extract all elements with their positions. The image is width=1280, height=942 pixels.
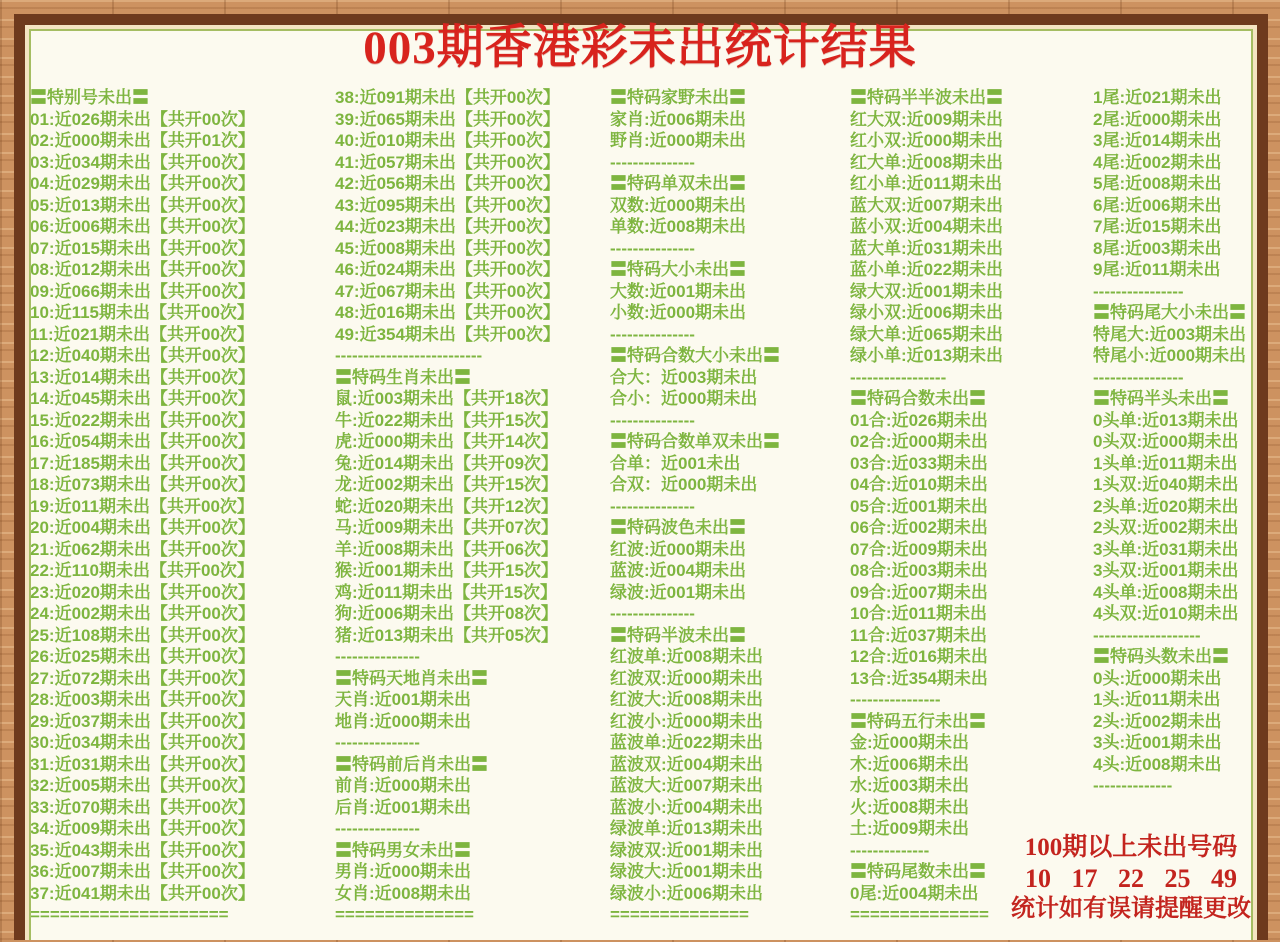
stat-line: --------------	[1093, 776, 1173, 795]
stat-line: 10:近115期未出【共开00次】	[30, 303, 254, 322]
stat-line: 31:近031期未出【共开00次】	[30, 754, 255, 774]
stat-line: 04:近029期未出【共开00次】	[30, 174, 255, 193]
stat-line: 蓝波:近004期未出	[610, 561, 747, 580]
stat-line: 3头单:近031期未出	[1093, 539, 1239, 559]
stat-line: 合大：近003期未出	[610, 367, 758, 387]
stat-line: 04合:近010期未出	[850, 475, 988, 494]
stat-line: 〓特码半波未出〓	[610, 625, 746, 645]
stat-line: 天肖:近001期未出	[335, 690, 472, 709]
stat-column-attributes-waves	[610, 87, 780, 926]
stat-line: 绿波双:近001期未出	[610, 840, 764, 860]
stat-line: ====================	[30, 905, 229, 924]
stat-line: 绿波大:近001期未出	[610, 862, 764, 881]
stat-line: 土:近009期未出	[850, 819, 970, 838]
stat-line: 20:近004期未出【共开00次】	[30, 518, 255, 537]
stat-line: 1头双:近040期未出	[1093, 475, 1239, 494]
stat-line: 4头单:近008期未出	[1093, 582, 1239, 602]
stat-line: 49:近354期未出【共开00次】	[335, 324, 560, 344]
stat-line: 绿大单:近065期未出	[850, 324, 1004, 344]
stat-line: 43:近095期未出【共开00次】	[335, 195, 560, 215]
stat-line: 8尾:近003期未出	[1093, 238, 1222, 258]
stat-line: ----------------	[1093, 367, 1184, 387]
stat-line: 〓特码大小未出〓	[610, 260, 746, 279]
stat-line: 09合:近007期未出	[850, 582, 988, 602]
stat-line: 03合:近033期未出	[850, 453, 988, 473]
stat-line: 大数:近001期未出	[610, 281, 747, 301]
stat-line: 红波小:近000期未出	[610, 711, 764, 731]
stat-line: 11:近021期未出【共开00次】	[30, 324, 254, 344]
stat-line: 〓特码生肖未出〓	[335, 367, 471, 387]
stat-line: 46:近024期未出【共开00次】	[335, 260, 560, 279]
stat-line: 龙:近002期未出【共开15次】	[335, 475, 558, 494]
stat-line: 2头单:近020期未出	[1093, 496, 1239, 516]
stat-line: 〓特码合数未出〓	[850, 389, 986, 408]
stat-line: 〓特码五行未出〓	[850, 711, 986, 731]
stat-line: 蓝大双:近007期未出	[850, 195, 1004, 215]
stat-line: 12:近040期未出【共开00次】	[30, 346, 255, 365]
stat-line: ---------------	[610, 604, 695, 623]
stat-line: 合双：近000期未出	[610, 475, 758, 494]
stat-line: 合小：近000期未出	[610, 389, 758, 408]
stat-line: 蓝波双:近004期未出	[610, 754, 764, 774]
stat-line: 37:近041期未出【共开00次】	[30, 883, 255, 903]
stat-line: ---------------	[610, 410, 695, 430]
stat-line: 蓝小单:近022期未出	[850, 260, 1004, 279]
stat-line: 5尾:近008期未出	[1093, 174, 1222, 193]
stat-line: 绿小双:近006期未出	[850, 303, 1004, 322]
stat-line: 〓特码合数单双未出〓	[610, 432, 780, 451]
stat-line: 32:近005期未出【共开00次】	[30, 776, 255, 795]
stat-line: 36:近007期未出【共开00次】	[30, 862, 255, 881]
stat-line: 17:近185期未出【共开00次】	[30, 453, 255, 473]
stat-line: 06:近006期未出【共开00次】	[30, 217, 255, 236]
stat-line: 6尾:近006期未出	[1093, 195, 1222, 215]
stat-column-tails-heads	[1093, 87, 1246, 797]
stat-line: 10合:近011期未出	[850, 604, 987, 623]
stat-line: 06合:近002期未出	[850, 518, 988, 537]
stat-line: 25:近108期未出【共开00次】	[30, 625, 255, 645]
stat-line: 39:近065期未出【共开00次】	[335, 109, 560, 129]
stat-line: 红波:近000期未出	[610, 539, 747, 559]
stat-line: 女肖:近008期未出	[335, 883, 472, 903]
stat-line: 〓特码波色未出〓	[610, 518, 746, 537]
stat-column-halfwaves-sums	[850, 87, 1003, 926]
stat-line: 红大单:近008期未出	[850, 152, 1004, 172]
stat-line: 牛:近022期未出【共开15次】	[335, 410, 558, 430]
stat-line: 双数:近000期未出	[610, 195, 747, 215]
stat-line: 水:近003期未出	[850, 776, 970, 795]
stat-line: ---------------	[335, 647, 420, 666]
stat-line: 05:近013期未出【共开00次】	[30, 195, 255, 215]
stat-line: 〓特码半头未出〓	[1093, 389, 1229, 408]
page-title: 003期香港彩未出统计结果	[363, 22, 917, 74]
stat-line: 44:近023期未出【共开00次】	[335, 217, 560, 236]
stat-line: 16:近054期未出【共开00次】	[30, 432, 255, 451]
stat-line: ==============	[850, 905, 989, 924]
stat-line: 0尾:近004期未出	[850, 883, 979, 903]
stat-line: 特尾大:近003期未出	[1093, 324, 1247, 344]
stat-line: 绿大双:近001期未出	[850, 281, 1004, 301]
stat-line: ---------------	[335, 733, 420, 752]
stat-line: 红小双:近000期未出	[850, 131, 1004, 150]
stat-line: 蓝波小:近004期未出	[610, 797, 764, 817]
stat-line: 红小单:近011期未出	[850, 174, 1003, 193]
stat-line: 07:近015期未出【共开00次】	[30, 238, 255, 258]
stat-line: 9尾:近011期未出	[1093, 260, 1221, 279]
stat-line: 27:近072期未出【共开00次】	[30, 668, 255, 688]
stat-line: ---------------	[610, 152, 695, 172]
stat-line: 02合:近000期未出	[850, 432, 988, 451]
stat-line: 40:近010期未出【共开00次】	[335, 131, 560, 150]
stat-line: 〓特码男女未出〓	[335, 840, 471, 860]
stat-line: 〓特别号未出〓	[30, 88, 149, 107]
stat-line: 13合:近354期未出	[850, 668, 988, 688]
stat-line: 马:近009期未出【共开07次】	[335, 518, 558, 537]
stat-line: 29:近037期未出【共开00次】	[30, 711, 255, 731]
stat-line: 18:近073期未出【共开00次】	[30, 475, 255, 494]
stat-line: 15:近022期未出【共开00次】	[30, 410, 255, 430]
stat-line: 绿波小:近006期未出	[610, 883, 764, 903]
stat-line: 红波双:近000期未出	[610, 668, 764, 688]
stat-line: 猪:近013期未出【共开05次】	[335, 625, 558, 645]
stat-line: 猴:近001期未出【共开15次】	[335, 561, 558, 580]
stat-line: 42:近056期未出【共开00次】	[335, 174, 560, 193]
notice-line-over100: 100期以上未出号码	[1024, 834, 1238, 861]
stat-line: 23:近020期未出【共开00次】	[30, 582, 255, 602]
stat-line: 虎:近000期未出【共开14次】	[335, 432, 558, 451]
stat-line: 4头:近008期未出	[1093, 754, 1222, 774]
stat-line: 红大双:近009期未出	[850, 109, 1004, 129]
stat-line: 47:近067期未出【共开00次】	[335, 281, 560, 301]
stat-line: 绿波单:近013期未出	[610, 819, 764, 838]
stat-line: ---------------	[610, 324, 695, 344]
stat-line: 11合:近037期未出	[850, 625, 987, 645]
stat-line: 兔:近014期未出【共开09次】	[335, 453, 558, 473]
stat-line: 2头双:近002期未出	[1093, 518, 1239, 537]
stat-line: 1尾:近021期未出	[1093, 88, 1222, 107]
stat-line: 前肖:近000期未出	[335, 776, 472, 795]
stat-line: 48:近016期未出【共开00次】	[335, 303, 560, 322]
stat-line: 05合:近001期未出	[850, 496, 988, 516]
stat-line: 蛇:近020期未出【共开12次】	[335, 496, 558, 516]
stat-line: 2尾:近000期未出	[1093, 109, 1222, 129]
stat-line: 〓特码尾大小未出〓	[1093, 303, 1246, 322]
stat-line: 家肖:近006期未出	[610, 109, 747, 129]
stat-line: 〓特码单双未出〓	[610, 174, 746, 193]
stat-line: 〓特码合数大小未出〓	[610, 346, 780, 365]
stat-line: -----------------	[850, 367, 947, 387]
notice-line-correction: 统计如有误请提醒更改	[1011, 896, 1251, 922]
stat-line: --------------------------	[335, 346, 483, 365]
stat-line: -------------------	[1093, 625, 1201, 645]
stat-line: 7尾:近015期未出	[1093, 217, 1222, 236]
stat-line: 21:近062期未出【共开00次】	[30, 539, 255, 559]
stat-line: 羊:近008期未出【共开06次】	[335, 539, 558, 559]
stat-line: 蓝波单:近022期未出	[610, 733, 764, 752]
stat-line: 红波单:近008期未出	[610, 647, 764, 666]
stat-line: 14:近045期未出【共开00次】	[30, 389, 255, 408]
stat-line: 〓特码天地肖未出〓	[335, 668, 488, 688]
stat-line: 〓特码尾数未出〓	[850, 862, 986, 881]
stat-line: 野肖:近000期未出	[610, 131, 747, 150]
stat-line: 小数:近000期未出	[610, 303, 747, 322]
stat-line: 单数:近008期未出	[610, 217, 747, 236]
stat-line: 0头单:近013期未出	[1093, 410, 1239, 430]
stat-line: 4头双:近010期未出	[1093, 604, 1239, 623]
stat-line: 鸡:近011期未出【共开15次】	[335, 582, 557, 602]
stat-line: 01:近026期未出【共开00次】	[30, 109, 255, 129]
stat-line: 33:近070期未出【共开00次】	[30, 797, 255, 817]
stat-line: 〓特码家野未出〓	[610, 88, 746, 107]
footer-notice	[985, 832, 1277, 925]
stat-line: ---------------	[335, 819, 420, 838]
stat-line: 绿波:近001期未出	[610, 582, 747, 602]
stat-line: 狗:近006期未出【共开08次】	[335, 604, 558, 623]
stat-line: 0头:近000期未出	[1093, 668, 1222, 688]
stat-line: 12合:近016期未出	[850, 647, 988, 666]
stat-line: 蓝波大:近007期未出	[610, 776, 764, 795]
stat-line: 41:近057期未出【共开00次】	[335, 152, 560, 172]
stat-line: 蓝大单:近031期未出	[850, 238, 1004, 258]
stat-line: 13:近014期未出【共开00次】	[30, 367, 255, 387]
stat-line: --------------	[850, 840, 930, 860]
stat-line: 02:近000期未出【共开01次】	[30, 131, 255, 150]
stat-line: 〓特码头数未出〓	[1093, 647, 1229, 666]
stat-line: 08:近012期未出【共开00次】	[30, 260, 255, 279]
stat-line: 后肖:近001期未出	[335, 797, 472, 817]
stat-line: 红波大:近008期未出	[610, 690, 764, 709]
notice-line-numbers: 10 17 22 25 49	[1025, 864, 1237, 893]
stat-line: 鼠:近003期未出【共开18次】	[335, 389, 558, 408]
stat-line: ==============	[610, 905, 749, 924]
stat-line: 09:近066期未出【共开00次】	[30, 281, 255, 301]
stat-line: 特尾小:近000期未出	[1093, 346, 1247, 365]
stat-line: 3尾:近014期未出	[1093, 131, 1222, 150]
stat-line: 30:近034期未出【共开00次】	[30, 733, 255, 752]
stat-line: 3头双:近001期未出	[1093, 561, 1239, 580]
stat-line: 34:近009期未出【共开00次】	[30, 819, 255, 838]
stat-line: 1头单:近011期未出	[1093, 453, 1238, 473]
stat-line: 地肖:近000期未出	[335, 711, 472, 731]
stat-line: ---------------	[610, 238, 695, 258]
stat-line: 22:近110期未出【共开00次】	[30, 561, 254, 580]
stat-line: ----------------	[850, 690, 941, 709]
stat-line: 03:近034期未出【共开00次】	[30, 152, 255, 172]
stat-line: 26:近025期未出【共开00次】	[30, 647, 255, 666]
stat-line: 0头双:近000期未出	[1093, 432, 1239, 451]
stat-line: 男肖:近000期未出	[335, 862, 472, 881]
stat-line: 金:近000期未出	[850, 733, 970, 752]
stat-line: 45:近008期未出【共开00次】	[335, 238, 560, 258]
stat-column-numbers-zodiac	[335, 87, 560, 926]
stat-line: 绿小单:近013期未出	[850, 346, 1004, 365]
stat-line: 〓特码半半波未出〓	[850, 88, 1003, 107]
stat-line: 2头:近002期未出	[1093, 711, 1222, 731]
stat-line: 4尾:近002期未出	[1093, 152, 1222, 172]
stat-line: 35:近043期未出【共开00次】	[30, 840, 255, 860]
stat-line: 1头:近011期未出	[1093, 690, 1221, 709]
stat-line: ==============	[335, 905, 474, 924]
stat-column-special-numbers	[30, 87, 255, 926]
stat-line: 木:近006期未出	[850, 754, 970, 774]
stat-line: 24:近002期未出【共开00次】	[30, 604, 255, 623]
stat-line: 38:近091期未出【共开00次】	[335, 88, 560, 107]
stat-line: 合单：近001未出	[610, 453, 741, 473]
stat-line: ---------------	[610, 496, 695, 516]
stat-line: 28:近003期未出【共开00次】	[30, 690, 255, 709]
stat-line: 火:近008期未出	[850, 797, 970, 817]
stat-line: 〓特码前后肖未出〓	[335, 754, 488, 774]
stat-line: 01合:近026期未出	[850, 410, 988, 430]
stat-line: 19:近011期未出【共开00次】	[30, 496, 254, 516]
stat-line: 蓝小双:近004期未出	[850, 217, 1004, 236]
stat-line: 08合:近003期未出	[850, 561, 988, 580]
stat-line: 07合:近009期未出	[850, 539, 988, 559]
stat-line: ----------------	[1093, 281, 1184, 301]
stat-line: 3头:近001期未出	[1093, 733, 1222, 752]
